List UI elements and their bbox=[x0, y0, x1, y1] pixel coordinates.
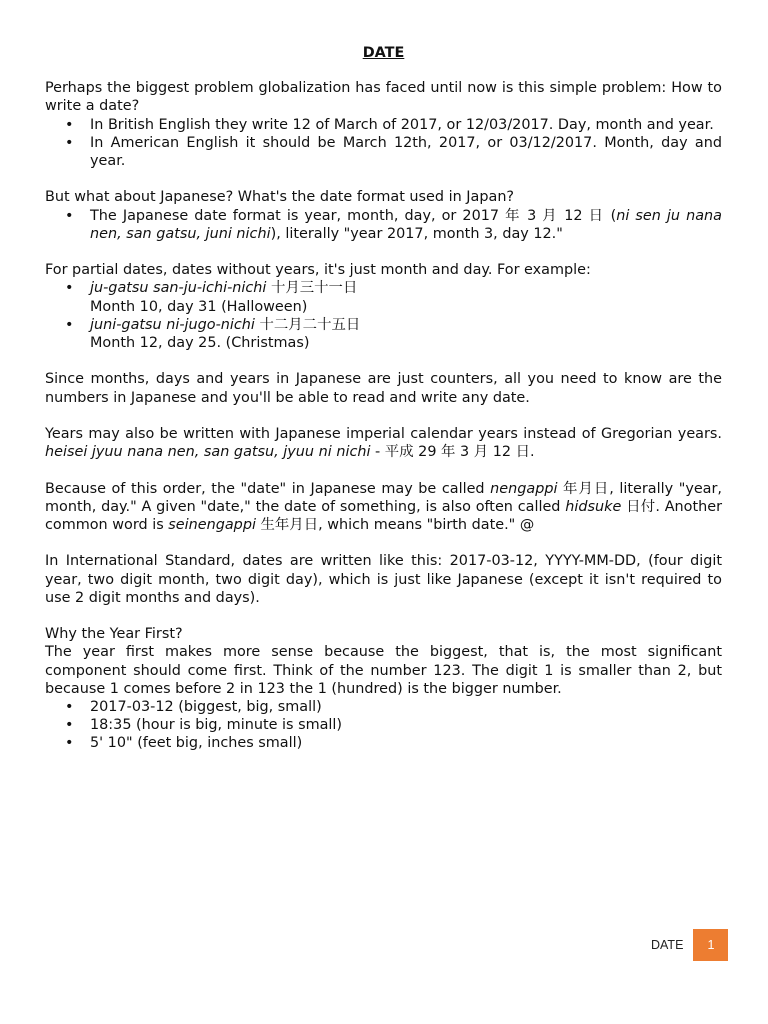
list-item: • juni-gatsu ni-jugo-nichi 十二月二十五日 Month 12, day 25. (Christmas) bbox=[45, 316, 722, 352]
imperial-paragraph: Years may also be written with Japanese imperial calendar years instead of Gregorian years. heisei jyuu nana nen, san gatsu, jyuu ni nichi - 平成 29 年 3 月 12 日. bbox=[45, 426, 722, 461]
list-item: • ju-gatsu san-ju-ichi-nichi 十月三十一日 Month 10, day 31 (Halloween) bbox=[45, 279, 722, 315]
japanese-list bbox=[45, 207, 722, 243]
document-page bbox=[45, 44, 722, 753]
counters-paragraph: Since months, days and years in Japanese are just counters, all you need to know are the numbers in Japanese and you'll be able to read and write any date. bbox=[45, 371, 722, 406]
page-number-badge: 1 bbox=[693, 929, 728, 961]
list-item: • 5' 10" (feet big, inches small) bbox=[45, 734, 722, 752]
list-item: • In American English it should be March 12th, 2017, or 03/12/2017. Month, day and year. bbox=[45, 134, 722, 170]
list-item: • 2017-03-12 (biggest, big, small) bbox=[45, 698, 722, 716]
document-title: DATE bbox=[362, 45, 405, 61]
partial-dates-list bbox=[45, 279, 722, 352]
why-heading: Why the Year First? bbox=[45, 626, 183, 643]
list-item: • The Japanese date format is year, month, day, or 2017 年 3 月 12 日 (ni sen ju nana nen, san gatsu, juni nichi), literally "year 2017, month 3, day 12." bbox=[45, 207, 722, 243]
why-paragraph: The year first makes more sense because the biggest, that is, the most significant component should come first. Think of the number 123. The digit 1 is smaller than 2, but because 1 comes before 2 in 123 the 1 (hundred) is the bigger number. bbox=[45, 644, 722, 697]
japanese-paragraph: But what about Japanese? What's the date format used in Japan? bbox=[45, 189, 515, 206]
partial-dates-paragraph: For partial dates, dates without years, it's just month and day. For example: bbox=[45, 262, 591, 279]
footer-label: DATE bbox=[651, 938, 684, 952]
why-list bbox=[45, 698, 722, 753]
intro-list bbox=[45, 116, 722, 171]
page-footer bbox=[651, 929, 728, 961]
intro-paragraph: Perhaps the biggest problem globalization has faced until now is this simple problem: How to write a date? bbox=[45, 80, 722, 115]
order-paragraph: Because of this order, the "date" in Japanese may be called nengappi 年月日, literally "year, month, day." A given "date," the date of something, is also often called hidsuke 日付. Another common word is seinengappi 生年月日, which means "birth date." @ bbox=[45, 480, 722, 533]
iso-paragraph: In International Standard, dates are written like this: 2017-03-12, YYYY-MM-DD, (four digit year, two digit month, two digit day), which is just like Japanese (except it isn't required to use 2 digit months and days). bbox=[45, 553, 722, 606]
list-item: • 18:35 (hour is big, minute is small) bbox=[45, 716, 722, 734]
list-item: • In British English they write 12 of March of 2017, or 12/03/2017. Day, month and year. bbox=[45, 116, 722, 134]
